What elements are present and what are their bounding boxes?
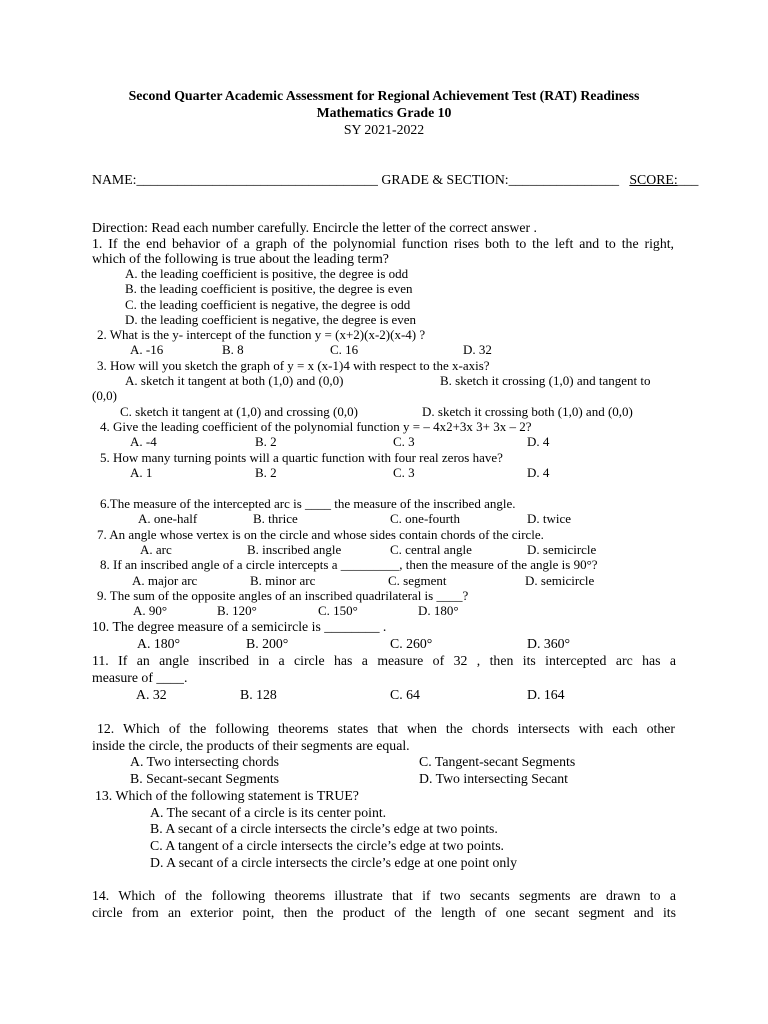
question-4: 4. Give the leading coefficient of the polynomial function y = – 4x2+3x 3+ 3x – 2? <box>100 419 532 434</box>
question-1-line-1: 1. If the end behavior of a graph of the polynomial function rises both to the left and to the right, <box>92 236 674 251</box>
question-12-line-1: 12. Which of the following theorems states that when the chords intersects with each other <box>97 721 675 736</box>
question-14-line-2: circle from an exterior point, then the product of the length of one secant segment and its <box>92 905 676 920</box>
q1-option-c[interactable]: C. the leading coefficient is negative, the degree is odd <box>125 297 411 312</box>
q7-option-a[interactable]: A. arc <box>140 542 172 557</box>
question-10: 10. The degree measure of a semicircle is ________ . <box>92 619 387 634</box>
q13-option-c[interactable]: C. A tangent of a circle intersects the circle’s edge at two points. <box>150 838 505 853</box>
q7-option-d[interactable]: D. semicircle <box>527 542 597 557</box>
q4-option-c[interactable]: C. 3 <box>393 434 415 449</box>
q3-option-d[interactable]: D. sketch it crossing both (1,0) and (0,0) <box>422 404 633 419</box>
name-blank[interactable]: ______________________________ <box>136 172 344 187</box>
q2-option-c[interactable]: C. 16 <box>330 342 359 357</box>
q5-option-b[interactable]: B. 2 <box>255 465 277 480</box>
q13-option-d[interactable]: D. A secant of a circle intersects the circle’s edge at one point only <box>150 855 518 870</box>
q10-option-a[interactable]: A. 180° <box>137 636 181 651</box>
q1-option-d[interactable]: D. the leading coefficient is negative, the degree is even <box>125 312 417 327</box>
q8-option-d[interactable]: D. semicircle <box>525 573 595 588</box>
name-blank-extra: _____ <box>343 172 378 187</box>
q9-option-d[interactable]: D. 180° <box>418 603 459 618</box>
q6-option-c[interactable]: C. one-fourth <box>390 511 461 526</box>
q11-option-d[interactable]: D. 164 <box>527 687 565 702</box>
school-year: SY 2021-2022 <box>343 122 425 137</box>
directions: Direction: Read each number carefully. Encircle the letter of the correct answer . <box>92 220 537 235</box>
score-blank[interactable]: ___ <box>677 172 699 187</box>
grade-section-blank-extra: _______ <box>570 172 620 187</box>
q10-option-b[interactable]: B. 200° <box>246 636 289 651</box>
q6-option-d[interactable]: D. twice <box>527 511 572 526</box>
exam-title: Second Quarter Academic Assessment for Regional Achievement Test (RAT) Readiness <box>128 88 640 103</box>
q13-option-b[interactable]: B. A secant of a circle intersects the circle’s edge at two points. <box>150 821 498 836</box>
question-1-line-2: which of the following is true about the leading term? <box>92 251 389 266</box>
grade-section-blank[interactable]: _________ <box>508 172 571 187</box>
q7-option-b[interactable]: B. inscribed angle <box>247 542 342 557</box>
question-5: 5. How many turning points will a quartic function with four real zeros have? <box>100 450 503 465</box>
question-3: 3. How will you sketch the graph of y = x (x-1)4 with respect to the x-axis? <box>97 358 490 373</box>
question-9: 9. The sum of the opposite angles of an inscribed quadrilateral is ____? <box>97 588 469 603</box>
q13-option-a[interactable]: A. The secant of a circle is its center point. <box>150 805 387 820</box>
question-6: 6.The measure of the intercepted arc is ____ the measure of the inscribed angle. <box>100 496 516 511</box>
q2-option-d[interactable]: D. 32 <box>463 342 492 357</box>
q2-option-b[interactable]: B. 8 <box>222 342 244 357</box>
q12-option-b[interactable]: B. Secant-secant Segments <box>130 771 280 786</box>
q3-option-a[interactable]: A. sketch it tangent at both (1,0) and (0,0) <box>125 373 344 388</box>
q11-option-a[interactable]: A. 32 <box>136 687 167 702</box>
question-8: 8. If an inscribed angle of a circle intercepts a _________, then the measure of the angle is 90°? <box>100 557 598 572</box>
exam-subject: Mathematics Grade 10 <box>316 105 452 120</box>
question-11-line-1: 11. If an angle inscribed in a circle has a measure of 32 , then its intercepted arc has a <box>92 653 676 668</box>
question-7: 7. An angle whose vertex is on the circle and whose sides contain chords of the circle. <box>97 527 544 542</box>
q10-option-c[interactable]: C. 260° <box>390 636 433 651</box>
q4-option-a[interactable]: A. -4 <box>130 434 157 449</box>
q10-option-d[interactable]: D. 360° <box>527 636 571 651</box>
q11-option-c[interactable]: C. 64 <box>390 687 420 702</box>
q7-option-c[interactable]: C. central angle <box>390 542 472 557</box>
q6-option-a[interactable]: A. one-half <box>138 511 198 526</box>
q12-option-c[interactable]: C. Tangent-secant Segments <box>419 754 576 769</box>
q1-option-b[interactable]: B. the leading coefficient is positive, the degree is even <box>125 281 413 296</box>
q8-option-c[interactable]: C. segment <box>388 573 447 588</box>
grade-section-label: GRADE & SECTION: <box>381 172 509 187</box>
question-14-line-1: 14. Which of the following theorems illustrate that if two secants segments are drawn to a <box>92 888 676 903</box>
q5-option-c[interactable]: C. 3 <box>393 465 415 480</box>
q9-option-a[interactable]: A. 90° <box>133 603 168 618</box>
q12-option-d[interactable]: D. Two intersecting Secant <box>419 771 568 786</box>
q4-option-b[interactable]: B. 2 <box>255 434 277 449</box>
q3-option-b[interactable]: B. sketch it crossing (1,0) and tangent to <box>440 373 651 388</box>
student-info-row <box>92 172 698 188</box>
name-label: NAME: <box>92 172 137 187</box>
q8-option-b[interactable]: B. minor arc <box>250 573 316 588</box>
q12-option-a[interactable]: A. Two intersecting chords <box>130 754 279 769</box>
q2-option-a[interactable]: A. -16 <box>130 342 164 357</box>
question-11-line-2: measure of ____. <box>92 670 188 685</box>
q3-option-c[interactable]: C. sketch it tangent at (1,0) and crossing (0,0) <box>120 404 358 419</box>
question-12-line-2: inside the circle, the products of their segments are equal. <box>92 738 410 753</box>
q6-option-b[interactable]: B. thrice <box>253 511 298 526</box>
q4-option-d[interactable]: D. 4 <box>527 434 550 449</box>
q3-option-b-continued: (0,0) <box>92 388 117 403</box>
q5-option-d[interactable]: D. 4 <box>527 465 550 480</box>
q1-option-a[interactable]: A. the leading coefficient is positive, the degree is odd <box>125 266 409 281</box>
q5-option-a[interactable]: A. 1 <box>130 465 153 480</box>
q9-option-b[interactable]: B. 120° <box>217 603 257 618</box>
q11-option-b[interactable]: B. 128 <box>240 687 277 702</box>
q9-option-c[interactable]: C. 150° <box>318 603 358 618</box>
question-13: 13. Which of the following statement is TRUE? <box>95 788 359 803</box>
score-label: SCORE: <box>629 172 678 187</box>
question-2: 2. What is the y- intercept of the function y = (x+2)(x-2)(x-4) ? <box>97 327 426 342</box>
q8-option-a[interactable]: A. major arc <box>132 573 198 588</box>
